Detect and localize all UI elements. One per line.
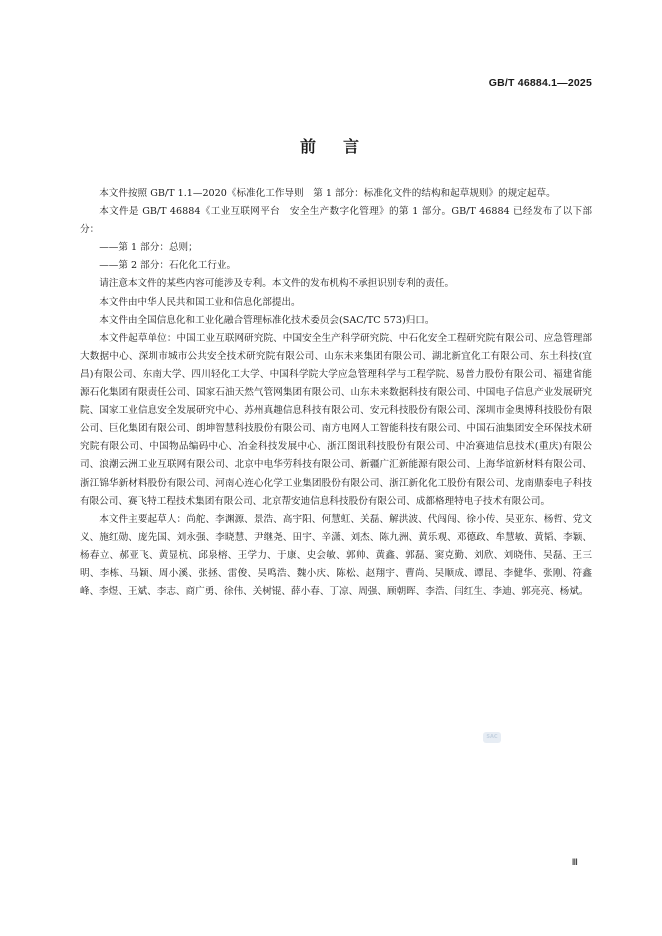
list-item-part-1: ——第 1 部分：总则； <box>99 242 198 254</box>
sac-watermark-icon: SAC <box>483 732 501 743</box>
title-char-1: 前 <box>299 137 319 156</box>
page-title <box>0 134 662 157</box>
foreword-body <box>80 185 592 601</box>
standard-number: GB/T 46884.1—2025 <box>488 77 592 89</box>
paragraph-patent-notice: 请注意本文件的某些内容可能涉及专利。本文件的发布机构不承担识别专利的责任。 <box>99 278 455 290</box>
paragraph-part-info: 本文件是 GB/T 46884《工业互联网平台 安全生产数字化管理》的第 1 部分。GB/T 46884 已经发布了以下部分： <box>80 206 592 236</box>
paragraph-proposed-by: 本文件由中华人民共和国工业和信息化部提出。 <box>99 296 301 308</box>
paragraph-drafting-units: 本文件起草单位：中国工业互联网研究院、中国安全生产科学研究院、中石化安全工程研究院有限公司、应急管理部大数据中心、深圳市城市公共安全技术研究院有限公司、山东未来集团有限公司、湖北新宜化工有限公司、东土科技(宜昌)有限公司、东南大学、四川轻化工大学、中国科学院大学应急管理科学与工程学院、易普力股份有限公司、福建省能源石化集团有限责任公司、国家石油天然气管网集团有限公司、山东未来数据科技有限公司、中国电子信息产业发展研究院、国家工业信息安全发展研究中心、苏州真趣信息科技有限公司、安元科技股份有限公司、深圳市金奥博科技股份有限公司、巨化集团有限公司、朗坤智慧科技股份有限公司、南方电网人工智能科技有限公司、中国石油集团安全环保技术研究院有限公司、中国物品编码中心、冶金科技发展中心、浙江图讯科技股份有限公司、中冶赛迪信息技术(重庆)有限公司、浪潮云洲工业互联网有限公司、北京中电华劳科技有限公司、新疆广汇新能源有限公司、上海华谊新材料有限公司、浙江锦华新材料股份有限公司、河南心连心化学工业集团股份有限公司、浙江新化化工股份有限公司、龙南鼎泰电子科技有限公司、赛飞特工程技术集团有限公司、北京帮安迪信息科技股份有限公司、成都格理特电子技术有限公司。 <box>80 332 592 507</box>
list-item-part-2: ——第 2 部分：石化化工行业。 <box>99 260 237 272</box>
paragraph-drafting-rules: 本文件按照 GB/T 1.1—2020《标准化工作导则 第 1 部分：标准化文件的结构和起草规则》的规定起草。 <box>99 188 556 199</box>
paragraph-drafters: 本文件主要起草人：尚舵、李渊源、景浩、高宇阳、何慧虹、关磊、解洪波、代闯闯、徐小传、吴亚东、杨哲、党文义、施红勋、庞先国、刘永强、李晓慧、尹继尧、田宇、辛潇、刘杰、陈九洲、黄乐观、邓德政、牟慧敏、黄韬、李颖、杨春立、郝亚飞、黄显杭、邱泉榕、王学力、于康、史会敏、郭帅、黄鑫、郭磊、窦克勤、刘欣、刘晓伟、吴磊、王三明、李栋、马颖、周小溪、张拯、雷俊、吴鸣浩、魏小庆、陈松、赵翔宇、曹尚、吴顺成、谭昆、李健华、张刚、符鑫峰、李煜、王斌、李志、商广勇、徐伟、关树锟、薛小春、丁凉、周强、顾朝晖、李浩、闫红生、李迪、郭亮亮、杨斌。 <box>80 513 592 598</box>
title-char-2: 言 <box>343 137 363 156</box>
paragraph-administered-by: 本文件由全国信息化和工业化融合管理标准化技术委员会(SAC/TC 573)归口。 <box>99 314 435 326</box>
page-number: Ⅲ <box>571 858 578 868</box>
